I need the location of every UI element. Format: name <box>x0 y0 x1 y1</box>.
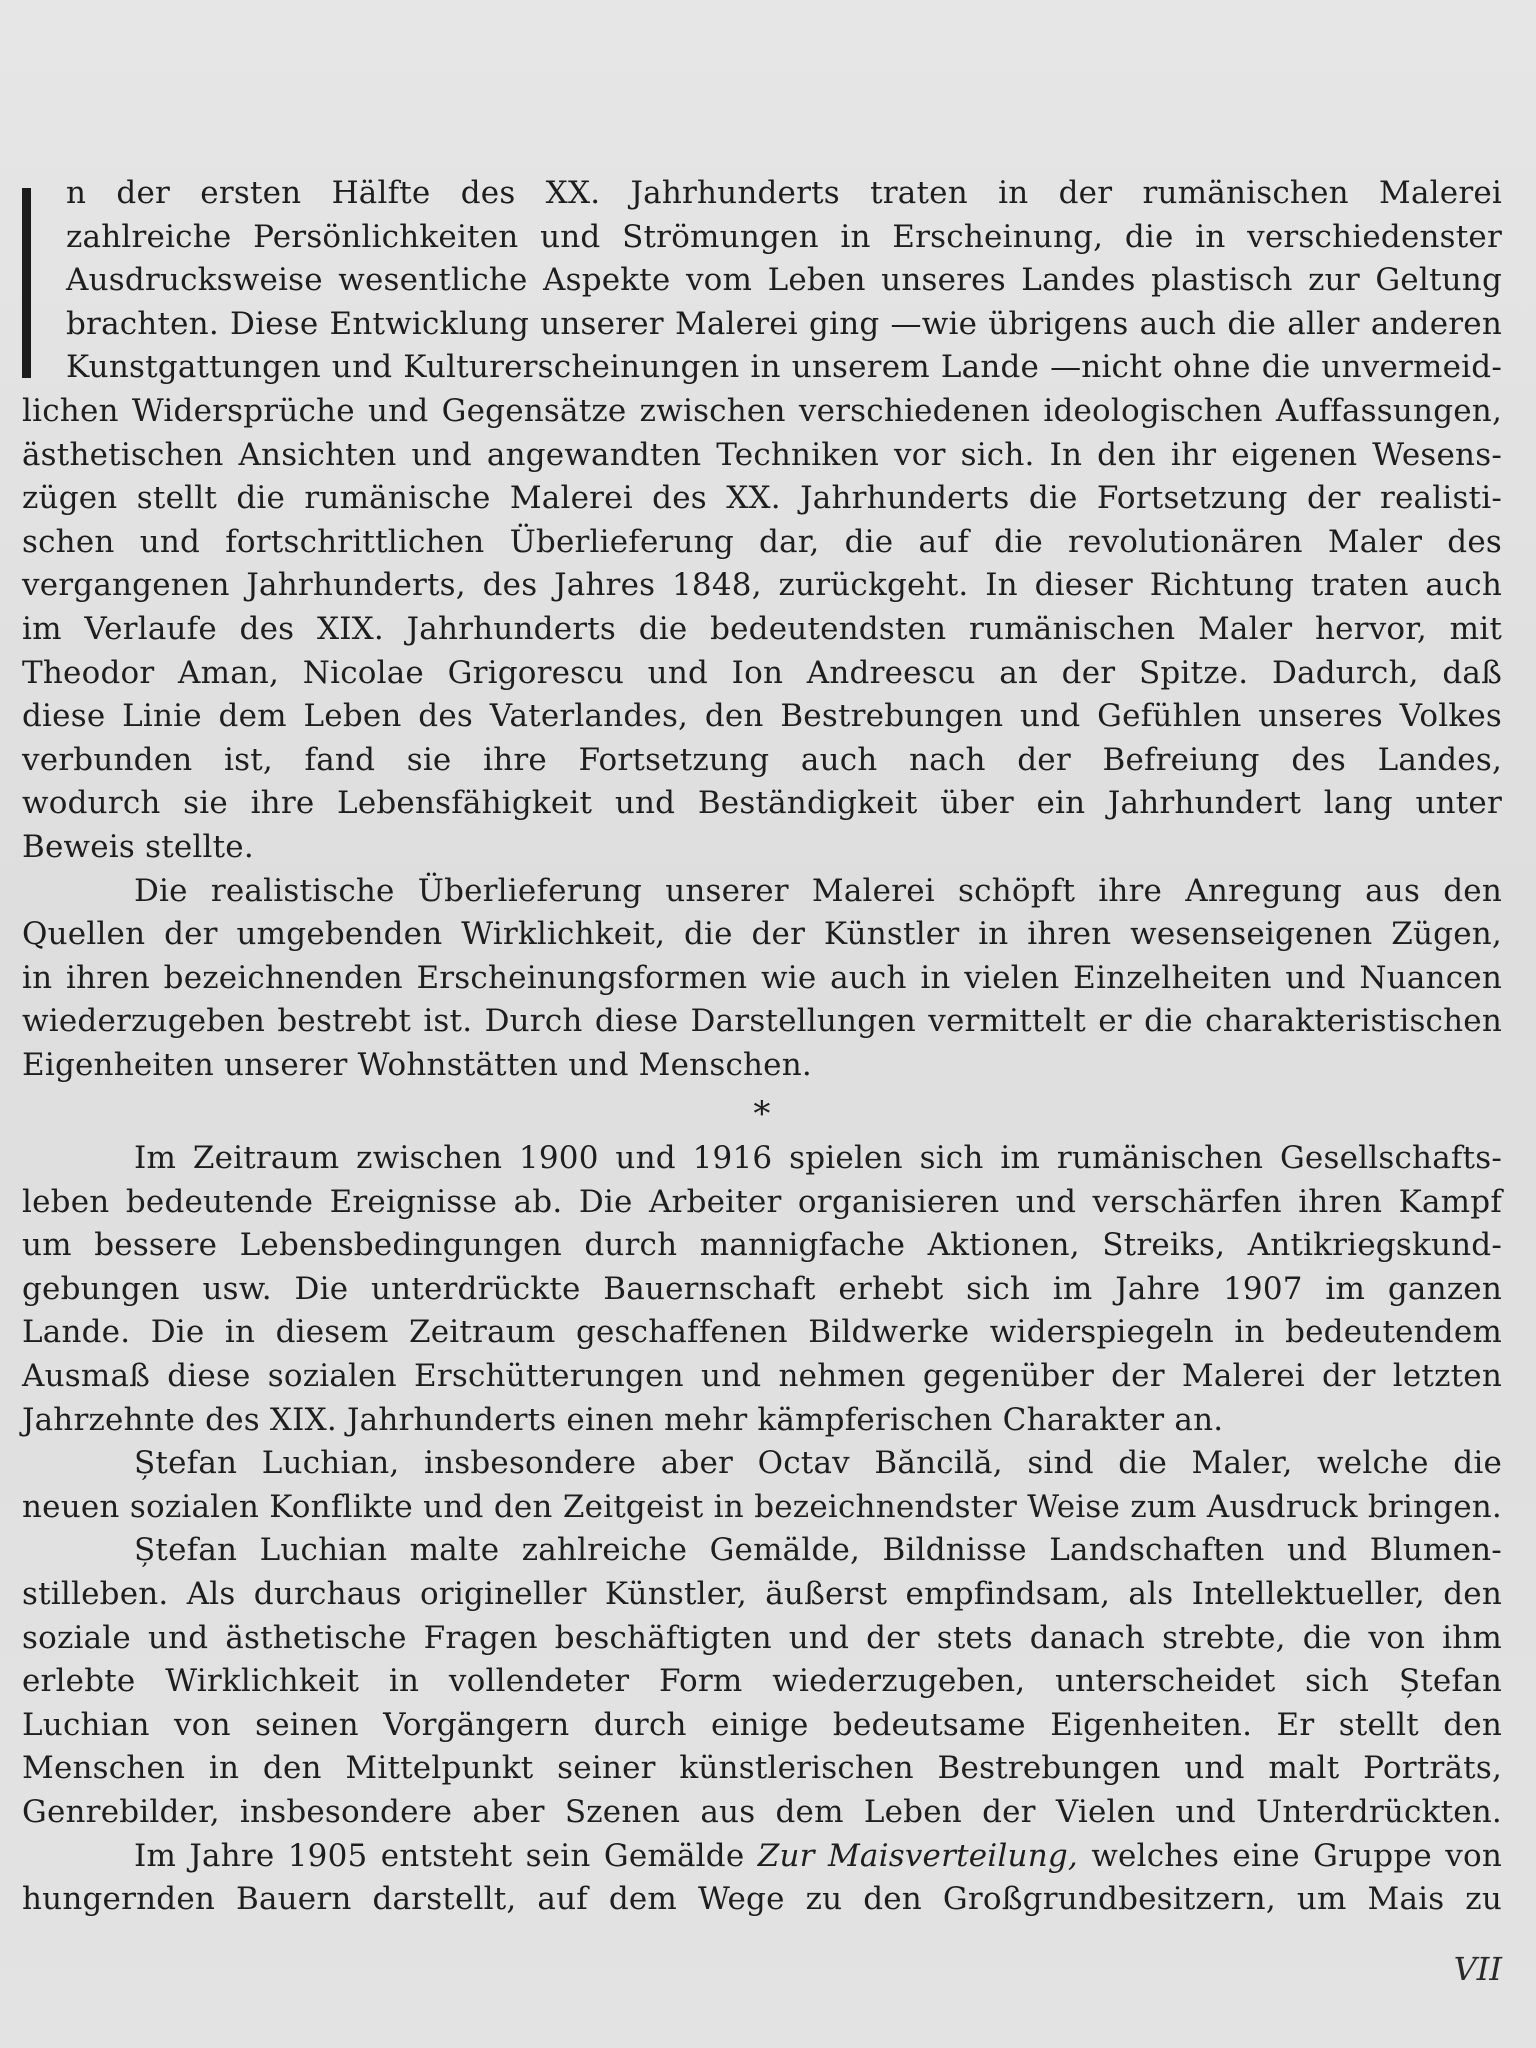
text-line: leben bedeutende Ereignisse ab. Die Arbeiter organisieren und verschärfen ihren Kampf <box>22 1183 1502 1220</box>
text-line: wiederzugeben bestrebt ist. Durch diese Darstellungen vermittelt er die charakteristischen <box>22 1003 1502 1040</box>
artwork-title: Zur Maisverteilung, <box>757 1837 1078 1874</box>
text-line: hungernden Bauern darstellt, auf dem Wege zu den Großgrundbesitzern, um Mais zu <box>22 1881 1502 1918</box>
text-line: wodurch sie ihre Lebensfähigkeit und Beständigkeit über ein Jahrhundert lang unter <box>22 785 1502 822</box>
text-line: in ihren bezeichnenden Erscheinungsformen wie auch in vielen Einzelheiten und Nuancen <box>22 959 1502 996</box>
section-separator: * <box>753 1094 771 1135</box>
text-line: soziale und ästhetische Fragen beschäftigten und der stets danach strebte, die von ihm <box>22 1619 1502 1656</box>
text-line: Quellen der umgebenden Wirklichkeit, die der Künstler in ihren wesenseigenen Zügen, <box>22 916 1502 953</box>
text-line: im Verlaufe des XIX. Jahrhunderts die bedeutendsten rumänischen Maler hervor, mit <box>22 610 1502 647</box>
text-line: um bessere Lebensbedingungen durch mannigfache Aktionen, Streiks, Antikriegskund- <box>22 1227 1502 1264</box>
text-line: diese Linie dem Leben des Vaterlandes, den Bestrebungen und Gefühlen unseres Volkes <box>22 698 1502 735</box>
text-line: Beweis stellte. <box>22 828 254 865</box>
text-line: Die realistische Überlieferung unserer Malerei schöpft ihre Anregung aus den <box>134 872 1502 909</box>
text-line: zahlreiche Persönlichkeiten und Strömungen in Erscheinung, die in verschiedenster <box>66 218 1502 255</box>
text-line: Ștefan Luchian, insbesondere aber Octav Băncilă, sind die Maler, welche die <box>134 1445 1502 1482</box>
text-line: Im Zeitraum zwischen 1900 und 1916 spielen sich im rumänischen Gesellschafts- <box>134 1140 1502 1177</box>
text-line: vergangenen Jahrhunderts, des Jahres 1848, zurückgeht. In dieser Richtung traten auch <box>22 567 1502 604</box>
text-line: Eigenheiten unserer Wohnstätten und Menschen. <box>22 1046 812 1083</box>
text-line <box>22 1835 1502 1879</box>
text-line: Ausdrucksweise wesentliche Aspekte vom Leben unseres Landes plastisch zur Geltung <box>66 262 1502 299</box>
text-line: Genrebilder, insbesondere aber Szenen aus dem Leben der Vielen und Unterdrückten. <box>22 1793 1502 1830</box>
text-line: n der ersten Hälfte des XX. Jahrhunderts traten in der rumänischen Malerei <box>66 175 1502 211</box>
text-line: Lande. Die in diesem Zeitraum geschaffenen Bildwerke widerspiegeln in bedeutendem <box>22 1314 1502 1351</box>
text-line: Ausmaß diese sozialen Erschütterungen und nehmen gegenüber der Malerei der letzten <box>22 1358 1502 1395</box>
text-line: lichen Widersprüche und Gegensätze zwischen verschiedenen ideologischen Auffassungen, <box>22 392 1502 429</box>
text-line: gebungen usw. Die unterdrückte Bauernschaft erhebt sich im Jahre 1907 im ganzen <box>22 1270 1502 1307</box>
text-fragment: welches eine Gruppe von <box>1091 1837 1502 1874</box>
text-line: erlebte Wirklichkeit in vollendeter Form wiederzugeben, unterscheidet sich Ștefan <box>22 1663 1502 1700</box>
text-fragment: Im Jahre 1905 entsteht sein Gemälde <box>134 1837 745 1874</box>
text-line: ästhetischen Ansichten und angewandten Techniken vor sich. In den ihr eigenen Wesens- <box>22 436 1502 473</box>
text-line: Kunstgattungen und Kulturerscheinungen in unserem Lande —nicht ohne die unvermeid- <box>66 349 1502 386</box>
text-line: Menschen in den Mittelpunkt seiner künstlerischen Bestrebungen und malt Porträts, <box>22 1750 1502 1787</box>
text-line: verbunden ist, fand sie ihre Fortsetzung auch nach der Befreiung des Landes, <box>22 741 1502 778</box>
text-line: zügen stellt die rumänische Malerei des XX. Jahrhunderts die Fortsetzung der realisti- <box>22 480 1502 517</box>
body-text <box>22 172 1502 1922</box>
text-line: Jahrzehnte des XIX. Jahrhunderts einen mehr kämpferischen Charakter an. <box>22 1401 1224 1438</box>
page-number: VII <box>1453 1950 1502 1988</box>
text-line: neuen sozialen Konflikte und den Zeitgeist in bezeichnendster Weise zum Ausdruck bringen. <box>22 1488 1502 1525</box>
text-line: schen und fortschrittlichen Überlieferung dar, die auf die revolutionären Maler des <box>22 523 1502 560</box>
text-line: stilleben. Als durchaus origineller Künstler, äußerst empfindsam, als Intellektueller, den <box>22 1576 1502 1612</box>
text-line: Theodor Aman, Nicolae Grigorescu und Ion Andreescu an der Spitze. Dadurch, daß <box>22 654 1502 691</box>
text-line: Luchian von seinen Vorgängern durch einige bedeutsame Eigenheiten. Er stellt den <box>22 1706 1502 1743</box>
text-line: brachten. Diese Entwicklung unserer Malerei ging —wie übrigens auch die aller anderen <box>66 305 1502 342</box>
text-line: Ștefan Luchian malte zahlreiche Gemälde, Bildnisse Landschaften und Blumen- <box>134 1532 1502 1569</box>
